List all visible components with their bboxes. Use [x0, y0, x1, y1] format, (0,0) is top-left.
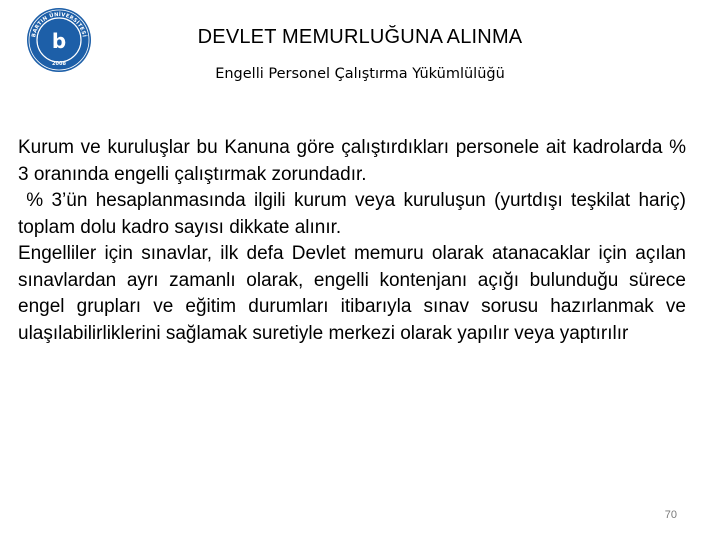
body-paragraph: Kurum ve kuruluşlar bu Kanuna göre çalıştırdıkları personele ait kadrolarda % 3 oranında engelli çalıştırmak zorundadır. [18, 137, 686, 185]
logo-letter: b [51, 29, 67, 53]
slide-body [18, 135, 686, 347]
slide-title: DEVLET MEMURLUĞUNA ALINMA [197, 26, 523, 48]
slide-subtitle: Engelli Personel Çalıştırma Yükümlülüğü [215, 66, 505, 82]
page-number: 70 [664, 509, 677, 521]
body-paragraph: % 3’ün hesaplanmasında ilgili kurum veya kuruluşun (yurtdışı teşkilat hariç) toplam dolu kadro sayısı dikkate alınır. [18, 190, 686, 238]
logo-year: 2008 [52, 61, 66, 67]
logo-ring-text: BARTIN ÜNİVERSİTESİ [31, 11, 87, 38]
body-paragraph: Engelliler için sınavlar, ilk defa Devlet memuru olarak atanacaklar için açılan sınavlardan ayrı zamanlı olarak, engelli kontenjanı açığı bulunduğu sürece engel grupları ve eğitim durumları itibarıyla sınav sorusu hazırlanmak ve ulaşılabilirliklerini sağlamak suretiyle merkezi olarak yapılır veya yaptırılır [18, 243, 686, 344]
